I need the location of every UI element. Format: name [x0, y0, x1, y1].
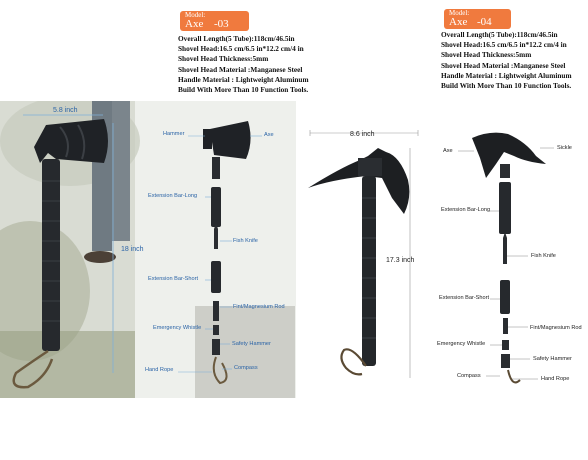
- spec-line: Build With More Than 10 Function Tools.: [178, 85, 309, 95]
- part-label: Extension Bar-Long: [441, 207, 491, 213]
- spec-line: Handle Material : Lightweight Aluminum: [441, 70, 572, 80]
- part-label: Sickle: [557, 145, 572, 151]
- height-dimension: 18 inch: [121, 246, 144, 253]
- spec-line: Build With More Than 10 Function Tools.: [441, 81, 572, 91]
- spec-list-2: [441, 30, 572, 91]
- part-label: Emergency Whistle: [153, 325, 202, 331]
- outdoor-background-illustration: [0, 101, 296, 398]
- spec-list-1: [178, 34, 309, 95]
- model-label: Model:: [449, 9, 470, 17]
- model-code: -04: [477, 16, 492, 28]
- part-label: Fish Knife: [531, 253, 556, 259]
- model-badge-1: [180, 11, 249, 31]
- product-image-axe-04: [300, 118, 588, 398]
- part-label: Safety Hammer: [232, 341, 271, 347]
- part-label: Extension Bar-Long: [148, 193, 198, 199]
- part-label: Hammer: [163, 131, 185, 137]
- spec-line: Shovel Head Material :Manganese Steel: [178, 64, 303, 74]
- part-label: Extension Bar-Short: [148, 276, 199, 282]
- part-label: Fint/Magnesium Rod: [233, 304, 285, 310]
- width-dimension: 5.8 inch: [53, 107, 78, 114]
- product-image-axe-03: [0, 101, 296, 398]
- spec-line: Overall Length(5 Tube):118cm/46.5in: [441, 30, 558, 39]
- spec-line: Shovel Head Material :Manganese Steel: [441, 60, 566, 70]
- part-label: Compass: [457, 373, 481, 379]
- part-label: Extension Bar-Short: [439, 295, 490, 301]
- model-name: Axe: [449, 16, 468, 28]
- spec-line: Shovel Head:16.5 cm/6.5 in*12.2 cm/4 in: [441, 40, 567, 50]
- part-label: Axe: [443, 148, 453, 154]
- part-label: Emergency Whistle: [437, 341, 486, 347]
- model-badge-2: [444, 9, 511, 29]
- part-label: Safety Hammer: [533, 356, 572, 362]
- spec-line: Shovel Head Thickness:5mm: [178, 54, 269, 64]
- width-dimension: 8.6 inch: [350, 131, 375, 138]
- spec-line: Shovel Head Thickness:5mm: [441, 50, 532, 60]
- height-dimension: 17.3 inch: [386, 257, 415, 264]
- part-label: Axe: [264, 132, 274, 138]
- part-label: Fish Knife: [233, 238, 258, 244]
- model-name: Axe: [185, 18, 204, 30]
- part-label: Hand Rope: [541, 376, 570, 382]
- spec-line: Overall Length(5 Tube):118cm/46.5in: [178, 34, 295, 43]
- part-label: Fint/Magnesium Rod: [530, 325, 582, 331]
- part-label: Compass: [234, 365, 258, 371]
- model-code: -03: [214, 18, 229, 30]
- spec-line: Handle Material : Lightweight Aluminum: [178, 74, 309, 84]
- model-label: Model:: [185, 11, 206, 19]
- spec-line: Shovel Head:16.5 cm/6.5 in*12.2 cm/4 in: [178, 44, 304, 54]
- part-label: Hand Rope: [145, 367, 174, 373]
